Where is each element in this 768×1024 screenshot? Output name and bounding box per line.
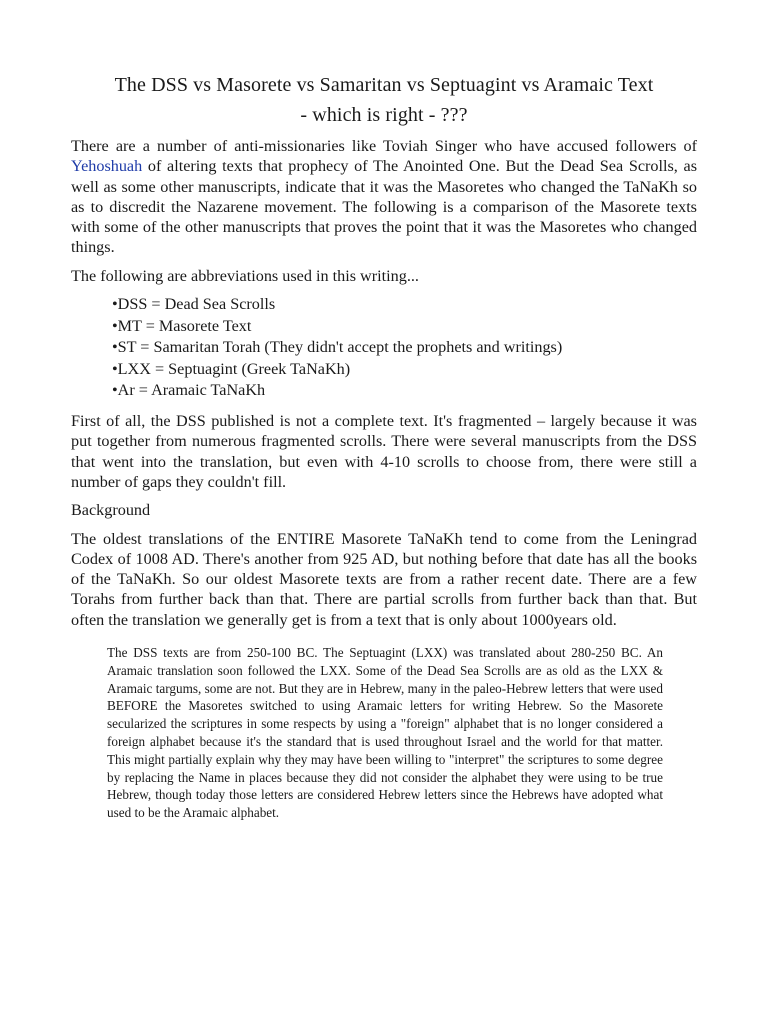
list-item: •LXX = Septuagint (Greek TaNaKh) [112,359,351,378]
intro-paragraph [71,136,697,258]
list-item: •MT = Masorete Text [112,316,252,335]
title-line-1: The DSS vs Masorete vs Samaritan vs Septuagint vs Aramaic Text [114,74,654,96]
list-item: •Ar = Aramaic TaNaKh [112,381,266,400]
yehoshuah-link[interactable]: Yehoshuah [71,157,143,176]
list-item: •ST = Samaritan Torah (They didn't accept the prophets and writings) [112,338,563,357]
abbreviations-intro: The following are abbreviations used in this writing... [71,266,419,285]
intro-text-before-link: There are a number of anti-missionaries like Toviah Singer who have accused followers of [71,137,697,155]
document-page [71,70,697,822]
page-title [71,70,697,130]
background-paragraph: The oldest translations of the ENTIRE Masorete TaNaKh tend to come from the Leningrad Codex of 1008 AD. There's another from 925 AD, but nothing before that date has all the books of the TaNaKh. So our oldest Masorete texts are from a rather recent date. There are a few Torahs from further back than that. There are partial scrolls from further back than that. But often the translation we generally get is from a text that is only about 1000years old. [71,529,697,629]
block-quote: The DSS texts are from 250-100 BC. The Septuagint (LXX) was translated about 280-250 BC. An Aramaic translation soon followed the LXX. Some of the Dead Sea Scrolls are as old as the LXX & Aramaic targums, some are not. But they are in Hebrew, many in the paleo-Hebrew letters that were used BEFORE the Masoretes switched to using Aramaic letters for writing Hebrew. So the Masorete secularized the scriptures in some respects by using a "foreign" alphabet that is no longer considered a foreign alphabet because it's the standard that is used throughout Israel and the world for that matter. This might partially explain why they may have been willing to "interpret" the scriptures to some degree by replacing the Name in places because they did not consider the alphabet they were using to be true Hebrew, though today those letters are considered Hebrew letters since the Hebrews have adopted what used to be the Aramaic alphabet. [107,645,663,821]
background-heading: Background [71,501,151,520]
intro-text-after-link: of altering texts that prophecy of The Anointed One. But the Dead Sea Scrolls, as well as some other manuscripts, indicate that it was the Masoretes who changed the TaNaKh so as to discredit the Nazarene movement. The following is a comparison of the Masorete texts with some of the other manuscripts that proves the point that it was the Masoretes who changed things. [71,157,697,257]
abbreviations-list [71,294,697,402]
list-item: •DSS = Dead Sea Scrolls [112,295,276,314]
fragment-paragraph: First of all, the DSS published is not a complete text. It's fragmented – largely because it was put together from numerous fragmented scrolls. There were several manuscripts from the DSS that went into the translation, but even with 4-10 scrolls to choose from, there were still a number of gaps they couldn't fill. [71,412,697,491]
title-line-2: - which is right - ??? [300,104,468,126]
